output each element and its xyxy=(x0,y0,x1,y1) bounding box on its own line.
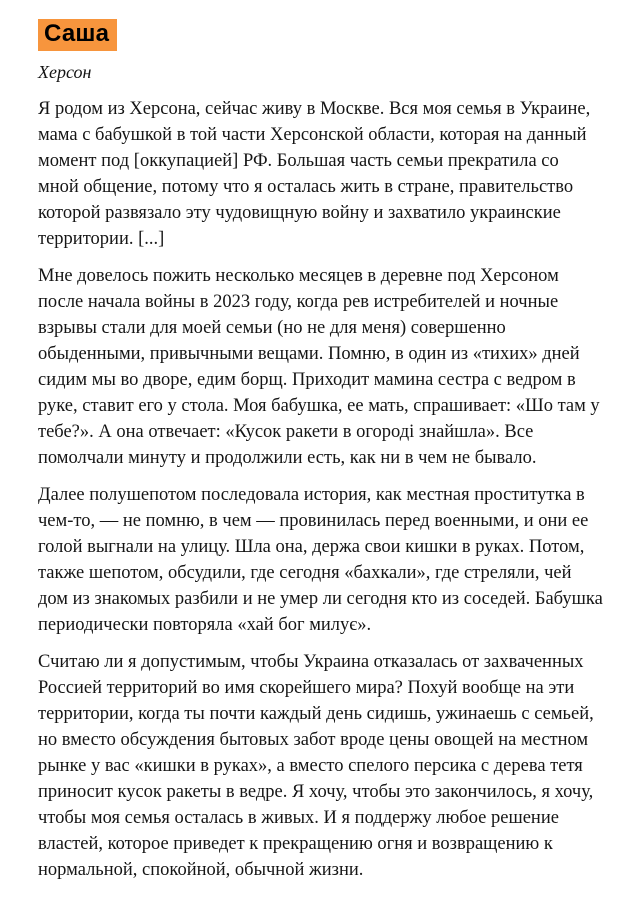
article-paragraph: Далее полушепотом последовала история, как местная проститутка в чем-то, — не помню, в чем — провинилась перед военными, и они ее голой выгнали на улицу. Шла она, держа свои кишки в руках. Потом, также шепотом, обсудили, где сегодня «бахкали», где стреляли, чей дом из знакомых разбили и не умер ли сегодня кто из соседей. Бабушка периодически повторяла «хай бог милує». xyxy=(38,485,603,635)
page-title xyxy=(38,19,604,51)
title-highlight: Саша xyxy=(38,19,117,51)
article-subtitle: Херсон xyxy=(38,62,92,82)
article-body xyxy=(38,96,604,883)
article-paragraph: Мне довелось пожить несколько месяцев в деревне под Херсоном после начала войны в 2023 году, когда рев истребителей и ночные взрывы стали для моей семьи (но не для меня) совершенно обыденными, привычными вещами. Помню, в один из «тихих» дней сидим мы во дворе, едим борщ. Приходит мамина сестра с ведром в руке, ставит его у стола. Моя бабушка, ее мать, спрашивает: «Шо там у тебе?». А она отвечает: «Кусок ракети в огороді знайшла». Все помолчали минуту и продолжили есть, как ни в чем не бывало. xyxy=(38,266,600,468)
article-paragraph: Я родом из Херсона, сейчас живу в Москве. Вся моя семья в Украине, мама с бабушкой в той части Херсонской области, которая на данный момент под [оккупацией] РФ. Большая часть семьи прекратила со мной общение, потому что я осталась жить в стране, правительство которой развязало эту чудовищную войну и захватило украинские территории. [...] xyxy=(38,99,591,249)
article-paragraph: Считаю ли я допустимым, чтобы Украина отказалась от захваченных Россией территорий во имя скорейшего мира? Похуй вообще на эти территории, когда ты почти каждый день сидишь, ужинаешь с семьей, но вместо обсуждения бытовых забот вроде цены овощей на местном рынке у вас «кишки в руках», а вместо спелого персика с дерева тетя приносит кусок ракеты в ведре. Я хочу, чтобы это закончилось, я хочу, чтобы моя семья осталась в живых. И я поддержу любое решение властей, которое приведет к прекращению огня и возвращению к нормальной, спокойной, обычной жизни. xyxy=(38,652,594,880)
